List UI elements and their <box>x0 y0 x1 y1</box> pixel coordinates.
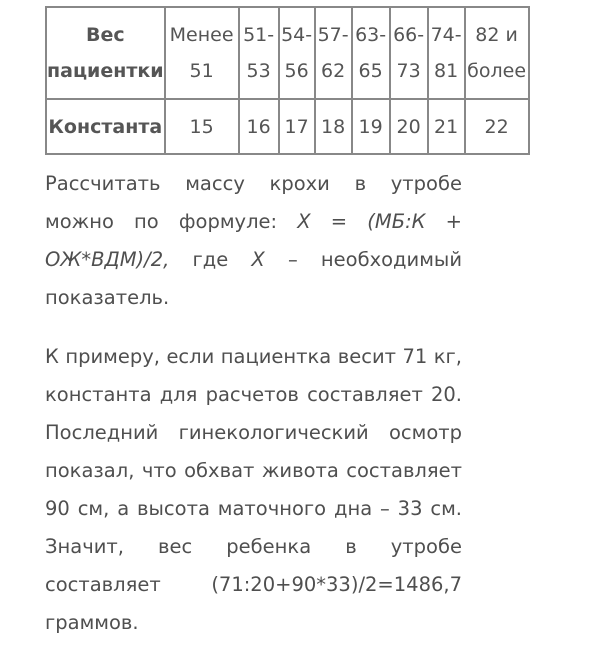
formula-expression: Х = (МБ:К + ОЖ*ВДМ)/2, <box>45 210 462 271</box>
example-paragraph: К примеру, если пациентка весит 71 кг, константа для расчетов составляет 20. Последний гинекологический осмотр показал, что обхват живота составляет 90 см, а высота маточного дна – 33 см. Значит, вес ребенка в утробе составляет (71:20+90*33)/2=1486,7 граммов. <box>45 345 462 634</box>
weight-line1: 57- <box>317 24 349 46</box>
weight-line2: более <box>467 60 527 82</box>
formula-paragraph <box>45 165 462 317</box>
weight-cell <box>165 7 239 99</box>
formula-variable: Х <box>251 248 265 271</box>
weight-line1: 51- <box>243 24 275 46</box>
weight-header-cell <box>46 7 165 99</box>
weight-cell <box>428 7 465 99</box>
weight-line2: 73 <box>396 60 421 82</box>
weight-line2: 53 <box>246 60 271 82</box>
weight-line2: 62 <box>321 60 346 82</box>
weight-line1: 63- <box>355 24 387 46</box>
constant-header-cell: Константа <box>46 99 165 154</box>
weight-line1: 66- <box>393 24 425 46</box>
weight-cell <box>239 7 279 99</box>
constant-cell: 16 <box>239 99 279 154</box>
constant-cell: 22 <box>465 99 529 154</box>
constant-cell: 17 <box>279 99 315 154</box>
weight-header-line1: Вес <box>85 24 125 46</box>
weight-row <box>46 7 529 99</box>
weight-line1: 82 и <box>475 24 518 46</box>
weight-line2: 81 <box>434 60 459 82</box>
weight-line2: 56 <box>284 60 309 82</box>
weight-cell <box>352 7 390 99</box>
constant-cell: 15 <box>165 99 239 154</box>
constant-row <box>46 99 529 154</box>
constant-cell: 18 <box>315 99 352 154</box>
weight-cell <box>279 7 315 99</box>
constant-cell: 20 <box>390 99 428 154</box>
weight-cell <box>315 7 352 99</box>
weight-constant-table <box>45 6 530 155</box>
constant-cell: 21 <box>428 99 465 154</box>
weight-line2: 51 <box>189 60 214 82</box>
weight-cell <box>465 7 529 99</box>
weight-line2: 65 <box>358 60 383 82</box>
formula-intro: Рассчитать массу крохи в утробе можно по формуле: <box>45 172 462 233</box>
constant-cell: 19 <box>352 99 390 154</box>
formula-mid: где <box>169 248 252 271</box>
weight-cell <box>390 7 428 99</box>
weight-line1: 54- <box>281 24 313 46</box>
formula-after: – необходимый показатель. <box>45 248 462 309</box>
weight-header-line2: пациентки <box>47 60 164 82</box>
weight-line1: 74- <box>430 24 462 46</box>
weight-line1: Менее <box>169 24 234 46</box>
